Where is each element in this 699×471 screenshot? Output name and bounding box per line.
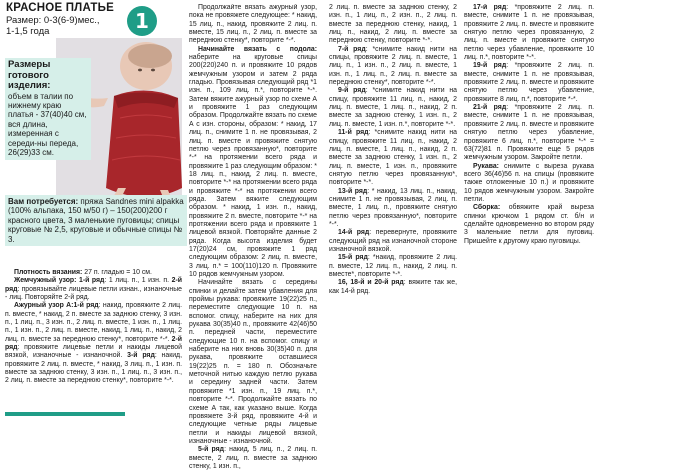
paragraph (464, 104, 594, 162)
column-2 (189, 4, 317, 471)
paragraph (329, 254, 457, 279)
paragraph-text: : провяжите лицевые петли и накиды лицевой вязкой, изнаночные - изнаночной. (5, 344, 182, 360)
paragraph-label: 15-й ряд (338, 254, 368, 262)
paragraph (189, 279, 317, 446)
paragraph (464, 4, 594, 62)
paragraph-label: 5-й ряд (198, 446, 225, 454)
paragraph-text: : провязывайте лицевые петли изнан., изнаночные - лиц. Повторяйте 2-й ряд. (5, 285, 182, 302)
paragraph-label: 11-й ряд (338, 129, 369, 137)
paragraph (464, 62, 594, 104)
paragraph-text: : * накид, 13 лиц. п., накид, снимите 1 п. не провязывая, 2 лиц. п. вместе, 1 лиц. п., провяжите снятую петлю через провязанную*, повторите *-*. (329, 187, 457, 228)
column-1 (5, 269, 182, 386)
column-3 (329, 4, 457, 296)
materials-box (5, 195, 187, 246)
paragraph (329, 129, 457, 187)
materials-heading: Вам потребуется: (8, 197, 79, 206)
paragraph-label: Плотность вязания: (14, 269, 83, 276)
accent-bar (5, 412, 125, 416)
paragraph-text: Продолжайте вязать ажурный узор, пока не провяжете следующее: * накид, 15 лиц. п., накид, провяжите 2 лиц. п. вместе, 15 лиц. п., 2 лиц. п. вместе за переднюю стенку*, повторите *-*. (189, 4, 317, 45)
paragraph (464, 163, 594, 205)
paragraph-text: : перевернуте, провяжите следующий ряд на изнаночной стороне изнаночной вязкой. (329, 229, 457, 253)
paragraph-text: : *провяжите 2 лиц. п. вместе, снимите 1 п. не провязывая, провяжите 2 лиц. п. вместе и провяжите снятую петлю через убавление, провяжите 6 лиц. п.*, повторите *-* = 63(72)81 п. Провяжите еще 5 рядов жемчужным узором. Закройте петли. (464, 104, 594, 162)
paragraph-label: Сборка: (473, 204, 501, 212)
paragraph (5, 302, 182, 385)
paragraph-text: : накид, 5 лиц. п., 2 лиц. п. вместе, 2 лиц. п. вместе за заднюю стенку, 1 изн. п., (189, 446, 317, 470)
paragraph-label: Рукава: (473, 162, 499, 170)
paragraph-text: 2 лиц. п. вместе за заднюю стенку, 2 изн. п., 1 лиц. п., 2 изн. п., 2 лиц. п. вместе за переднюю стенку, накид, 1 лиц. п., накид, 2 лиц. п. вместе за переднюю стенку, повторите *-*. (329, 4, 457, 45)
paragraph-text: : *провяжите 2 лиц. п. вместе, снимите 1 п. не провязывая, провяжите 2 лиц. п. вместе и провяжите снятую петлю через провязанную, 2 лиц. п. вместе и провяжите снятую петлю через убавление, провяжите 10 лиц. п.*, повторите *-*. (464, 4, 594, 62)
paragraph-text: : *снимите накид нити на спицу, провяжите 11 лиц. п., накид, 2 лиц. п. вместе, 1 лиц. п., накид, 2 п. вместе за заднюю стенку, 1 изн. п., 2 лиц. п. вместе, 1 изн. п., провяжите снятую петлю через провязанную*, повторите *-*. (329, 129, 457, 187)
paragraph-text: 27 п. гладью = 10 см. (82, 269, 152, 276)
paragraph-label: 2-й ряд (5, 335, 182, 352)
paragraph-label: Начинайте вязать с подола: (198, 45, 317, 53)
paragraph-text: Начинайте вязать с середины спинки и делайте затем убавления для проймы рукава: провяжите 19(22)25 п., переместите следующие 10 п. на вспомог. спицу, наберите на них для рукава 30(35)40 п., провяжите 42(46)50 п. передней части, переместите следующие 10 п. на вспомог. спицу и наберите на них вновь 30(35)40 п. для рукава, провяжите оставшиеся 19(22)25 п. = 180 п. Обозначьте меточной нитью каждую петлю рукава и середину задней части. Затем провяжите *1 изн. п., 19 лиц. п.*, повторите *-*. Продолжайте вязать по схеме А так, как указано выше. Когда провяжете 3-й ряд, провяжите 4-й и следующие четные ряды лицевые петли и накиды лицевой вязкой, изнаночные - изнаночной. (189, 279, 317, 445)
paragraph-label: 3-й ряд (127, 352, 155, 360)
paragraph (329, 46, 457, 88)
paragraph-label: 19-й ряд (473, 62, 507, 70)
paragraph-text: обвяжите край выреза спинки крючком 1 рядом ст. б/н и сделайте одновременно во втором ряду 3 маленькие петли для пуговиц. Пришейте к другому краю пуговицы. (464, 204, 594, 245)
paragraph-label: Жемчужный узор: (14, 277, 77, 285)
paragraph-text: снимите с выреза рукава всего 36(46)56 п. на спицы (провяжите также отложенные 10 п.) и провяжите 10 рядов жемчужным узором. Закройте петли. (464, 162, 594, 203)
paragraph-label: 1-й ряд (78, 277, 105, 285)
paragraph-label: 9-й ряд (338, 87, 366, 95)
paragraph (189, 4, 317, 46)
paragraph-text: : *накид, провяжите 2 лиц. п. вместе, 12 лиц. п., накид, 2 лиц. п. вместе*, повторите *-*. (329, 254, 457, 278)
paragraph-text: наберите на круговые спицы 200(220)240 п. и провяжите 10 рядов жемчужным узором и затем 2 ряда гладью. Провязывая следующий ряд *1 изн. п., 109 лиц. п.*, повторите *-*. Затем вяжите ажурный узор по схеме А и провяжите 1 раз следующим образом. Продолжайте вязать по схеме А с изн. стороны, образом: * накид, 17 лиц. п., снимите 1 п. не провязывая, 2 лиц. п. вместе и провяжите снятую петлю через провязанную*, повторите *-* на протяжении всего ряда и провяжите 1 раз следующим образом: * 18 лиц. п., накид, 2 лиц. п. вместе, повторите *-* на протяжении всего ряда и провяжите *-* на протяжении всего ряда. Затем вяжите следующим образом. * накид, 1 изн. п., накид, провяжите 2 п. вместе, повторите *-* на протяжении всего ряда и провяжите 1 лицевой вязкой. Повторяйте данные 2 ряда. Когда высота изделия будет 17(20)24 см, провяжите 1 ряд следующим образом: 2 лиц. п. вместе, 3 лиц. п.* = 100(110)120 п. Провяжите 10 рядов жемчужным узором. (189, 54, 317, 278)
paragraph-label: 21-й ряд (473, 104, 507, 112)
paragraph (189, 46, 317, 280)
size-line-1: Размер: 0-3(6-9)мес., (6, 15, 100, 26)
paragraph (189, 446, 317, 471)
paragraph-label: 14-й ряд (338, 229, 370, 237)
paragraph-text: : *снимите накид нити на спицы, провяжите 2 лиц. п. вместе, 1 лиц. п., 1 изн. п., 2 лиц. п. вместе, 1 изн. п., 1 лиц. п., 2 лиц. п. вместе за переднюю стенку*, повторите *-*. (329, 45, 457, 87)
paragraph-label: 2-й ряд (5, 277, 182, 293)
paragraph-text: : вяжите так же, как 14-й ряд. (329, 279, 457, 295)
finished-size-heading: Размеры готового изделия: (8, 59, 51, 91)
page-title: КРАСНОЕ ПЛАТЬЕ (6, 2, 114, 14)
paragraph-label: 17-й ряд (473, 4, 507, 11)
paragraph (329, 87, 457, 129)
pattern-number-badge: 1 (127, 6, 157, 36)
paragraph (329, 188, 457, 230)
paragraph-text: : 1 лиц. п., 1 изн. п. (104, 277, 172, 285)
paragraph-label: 1-й ряд (73, 302, 99, 310)
finished-size-text: объем в талии по нижнему краю платья - 37(40)40 см, вся длина, измеренная с середи-ны переда, 26(29)33 см. (8, 91, 87, 157)
paragraph-text: : *снимите накид нити на спицу, провяжите 11 лиц. п., накид, 2 лиц. п. вместе, 1 лиц. п., накид, 2 п. вместе за заднюю стенку, 1 изн. п., 2 лиц. п. вместе, 1 изн. п.*, повторите *-*. (329, 87, 457, 128)
paragraph (329, 4, 457, 46)
paragraph-label: 13-й ряд (338, 187, 368, 195)
materials-text: пряжа Sandnes mini alpakka (100% альпака, 150 м/50 г) – 150(200)200 г красного цвета, 3 маленькие пуговицы; спицы круговые № 2,5, круговые и обычные спицы № 3. (8, 197, 184, 244)
paragraph (464, 204, 594, 246)
finished-size-box (5, 58, 91, 160)
paragraph-label: 7-й ряд (338, 45, 366, 53)
paragraph-text: : накид, провяжите 2 лиц. п. вместе, * накид, 3 лиц. п., 1 изн. п. вместе за заднюю стенку, 3 изн. п., 1 лиц. п., 3 изн. п., 2 лиц. п. вместе за переднюю стенку*, повторите *-*. (5, 352, 182, 385)
size-line-2: 1-1,5 года (6, 26, 50, 37)
paragraph-label: Ажурный узор А: (14, 302, 74, 310)
paragraph (329, 279, 457, 296)
paragraph-text: : накид, провяжите 2 лиц. п. вместе, * накид, 2 п. вместе за заднюю стенку, 3 изн. п., 1 лиц. п., 3 изн. п., 2 лиц. п. вместе, 1 изн. п., 1 лиц. п., 1 изн. п., 2 лиц. п. вместе, накид, 1 лиц. п., накид, 2 лиц. п. вместе за переднюю стенку*, повторите *-*. (5, 302, 182, 343)
paragraph (5, 277, 182, 302)
paragraph-label: 16, 18-й и 20-й ряд (338, 279, 404, 287)
paragraph (329, 229, 457, 254)
title-block (6, 2, 124, 37)
column-4 (464, 4, 594, 246)
paragraph-text: : *провяжите 2 лиц. п. вместе, снимите 1 п. не провязывая, провяжите 2 лиц. п. вместе и провяжите снятую петлю через убавление, провяжите 8 лиц. п.*, повторите *-*. (464, 62, 594, 103)
